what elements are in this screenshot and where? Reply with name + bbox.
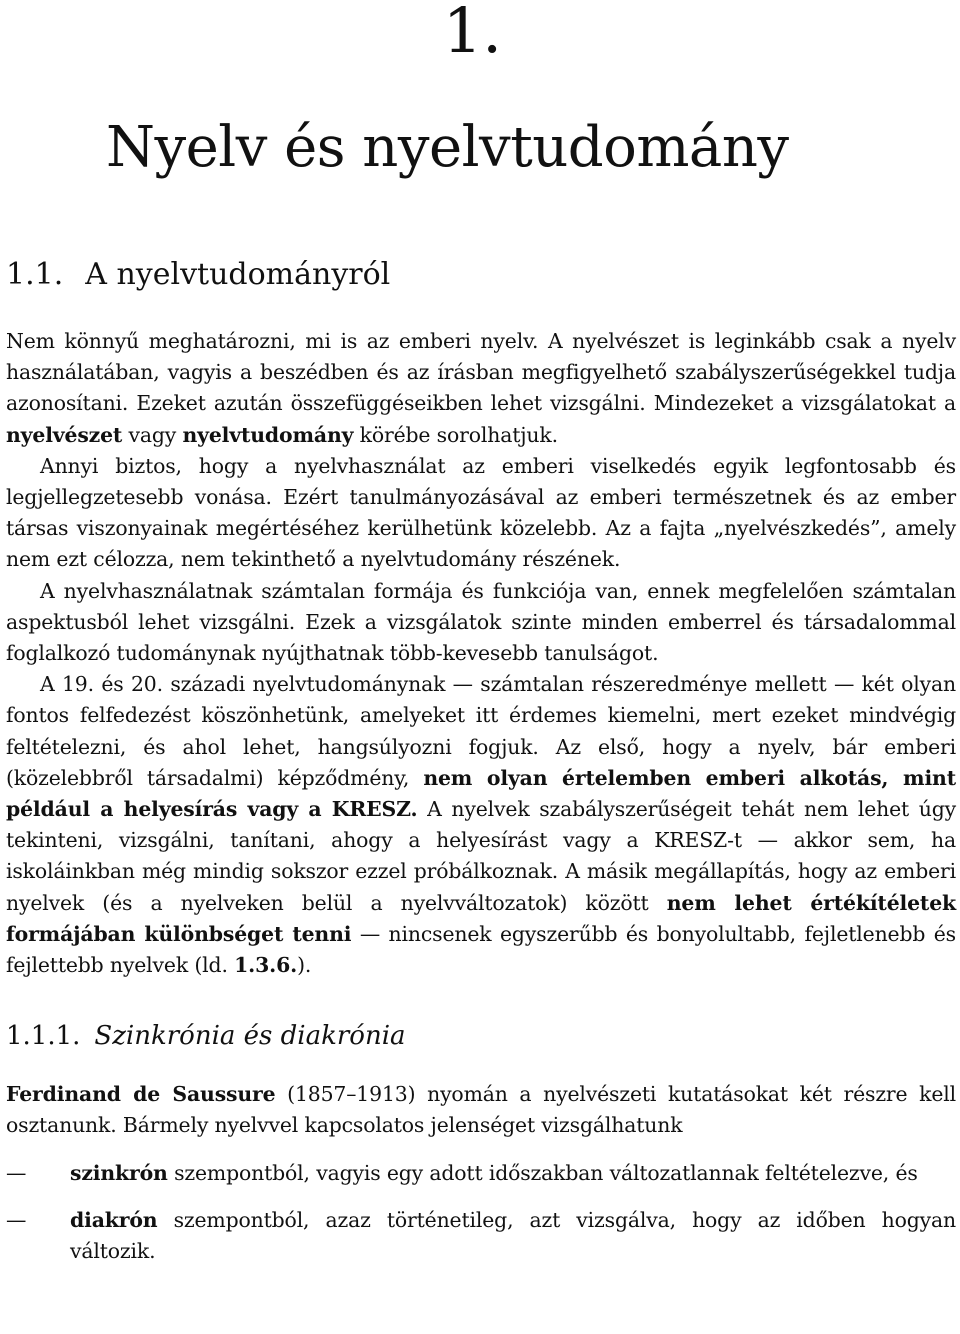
list-item-text: szempontból, vagyis egy adott időszakban változatlannak feltételezve, és [167,1160,918,1185]
chapter-number: 1. [442,0,502,67]
paragraph-1-text-c: körébe sorolhatjuk. [353,422,558,447]
paragraph-1 [6,326,956,451]
paragraph-5 [6,1079,956,1141]
paragraph-4 [6,669,956,981]
subsection-heading [6,1021,956,1052]
section-heading [6,257,956,292]
list-item-text: szempontból, azaz történetileg, azt vizsgálva, hogy az időben hogyan változik. [70,1207,956,1264]
paragraph-4-emphasis-2: nem lehet értékítéletek formájában különbséget tenni [6,890,957,946]
section-number: 1.1. [6,257,64,292]
term-nyelvtudomany: nyelvtudomány [182,422,354,447]
list-item-term: szinkrón [70,1160,168,1185]
subsection-number: 1.1.1. [6,1021,81,1052]
subsection-title: Szinkrónia és diakrónia [94,1021,406,1052]
paragraph-4-text-d: ). [297,953,312,978]
paragraph-4-text-a: A 19. és 20. századi nyelvtudománynak — számtalan részeredménye mellett — két olyan fontos felfedezést köszönhetünk, amelyeket itt érdemes kiemelni, mert ezeket mindvégig feltételezni, és ahol lehet, hangsúlyozni fogjuk. Az első, hogy a nyelv, bár emberi (közelebbről társadalmi) képződmény, [6,672,956,790]
section-title: A nyelvtudományról [85,257,391,292]
paragraph-1-text-b: vagy [122,422,183,447]
paragraph-4-text-c: — nincsenek egyszerűbb és bonyolultabb, fejletlenebb és fejlettebb nyelvek (ld. [6,921,956,978]
paragraph-4-text-b: A nyelvek szabályszerűségeit tehát nem lehet úgy tekinteni, vizsgálni, tanítani, ahogy a helyesírást vagy a KRESZ-t — akkor sem, ha iskoláinkban még mindig sokszor ezzel próbálkoznak. A másik megállapítás, hogy az emberi nyelvek (és a nyelveken belül a nyelvváltozatok) között [6,797,957,915]
term-nyelveszet: nyelvészet [6,422,123,447]
paragraph-1-text-a: Nem könnyű meghatározni, mi is az emberi nyelv. A nyelvészet is leginkább csak a nyelv használatában, vagyis a beszédben és az írásban megfigyelhető szabályszerűségekkel tudja azonosítani. Ezeket azután összefüggéseikben lehet vizsgálni. Mindezeket a vizsgálatokat a [6,329,956,416]
document-page [6,0,956,1283]
paragraph-4-emphasis-1: nem olyan értelemben emberi alkotás, mint például a helyesírás vagy a KRESZ. [6,765,957,822]
paragraph-5-text: (1857–1913) nyomán a nyelvészeti kutatásokat két részre kell osztanunk. Bármely nyelvvel kapcsolatos jelenséget vizsgálhatunk [6,1082,956,1138]
paragraph-2: Annyi biztos, hogy a nyelvhasználat az emberi viselkedés egyik legfontosabb és legjellegzetesebb vonása. Ezért tanulmányozásával az emberi természetnek és az ember társas viszonyainak megértéséhez kerülhetünk közelebb. Az a fajta „nyelvészkedés”, amely nem ezt célozza, nem tekinthető a nyelvtudomány részének. [6,453,956,572]
list-item [6,1205,956,1267]
dash-bullet: — [6,1160,27,1185]
cross-reference: 1.3.6. [234,953,298,978]
chapter-title: Nyelv és nyelvtudomány [106,115,789,180]
author-name: Ferdinand de Saussure [6,1082,276,1107]
paragraph-3: A nyelvhasználatnak számtalan formája és funkciója van, ennek megfelelően számtalan aspektusból lehet vizsgálni. Ezek a vizsgálatok szinte minden emberrel és társadalommal foglalkozó tudománynak nyújthatnak több-kevesebb tanulságot. [6,578,956,666]
dash-list [6,1158,956,1268]
list-item [6,1158,956,1189]
list-item-term: diakrón [70,1207,158,1232]
dash-bullet: — [6,1207,27,1232]
